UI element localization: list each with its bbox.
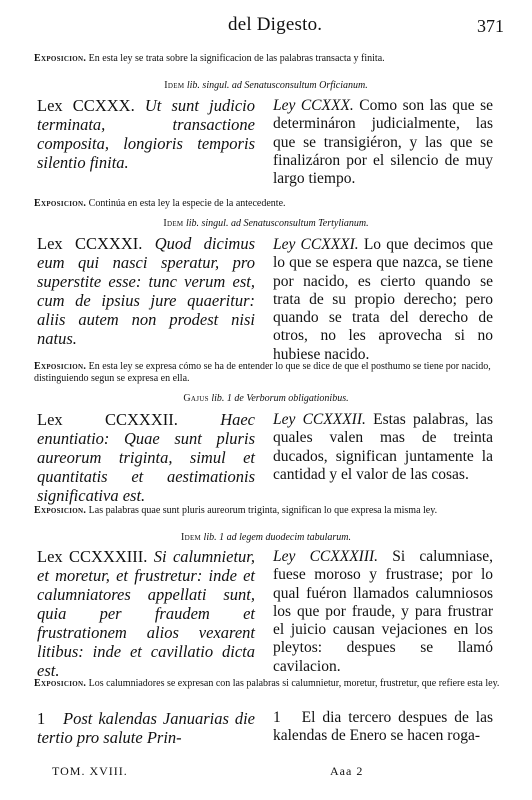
exposicion-note: Exposicion. Las palabras quae sunt pluris aureorum triginta, significan lo que expresa la misma ley. [34,505,438,516]
exposicion-note: Exposicion. Los calumniadores se expresan con las palabras si calumnietur, moretur, frustretur, que refiere esta ley. [34,678,500,689]
spanish-text: Ley CCXXXI. Lo que decimos que lo que se espera que nazca, se tiene por nacido, es cierto quando se trata de su propio derecho; pero quando se trata del derecho de otros, no les aprovecha si no hubiese nacido. [273,236,493,363]
source-reference: Idem lib. singul. ad Senatusconsultum Orficianum. [164,80,368,91]
page-footer [0,764,532,786]
source-reference: Gajus lib. 1 de Verborum obligationibus. [183,393,349,404]
exposicion-note: Exposicion. En esta ley se trata sobre la significacion de las palabras transacta y finita. [34,53,385,64]
page-number: 371 [477,16,504,36]
spanish-text: 1 El dia tercero despues de las kalendas de Enero se hacen roga- [273,709,494,745]
spanish-text: Ley CCXXXIII. Si calumniase, fuese moroso y frustrase; por lo qual fuéron llamados calumniosos los que por fraude, y para frustrar el juicio causan vejaciones en los pleytos: despues se llamó cavilacion. [273,548,494,675]
source-reference: Idem lib. 1 ad legem duodecim tabularum. [180,532,352,543]
spanish-text: Ley CCXXXII. Estas palabras, las quales valen mas de treinta ducados, significan juntamente la cantidad y el valor de las cosas. [273,411,493,483]
exposicion-note: Exposicion. En esta ley se expresa cómo se ha de entender lo que se dice de que el posthumo se tiene por nacido, distinguiendo segun se expresa en ella. [34,361,491,384]
source-reference: Idem lib. singul. ad Senatusconsultum Tertylianum. [163,218,369,229]
spanish-text: Ley CCXXX. Como son las que se determináron judicialmente, las que se transigiéron, y las que se finalizáron por el silencio de muy largo tiempo. [273,97,493,188]
latin-text: Lex CCXXXI. Quod dicimus eum qui nasci speratur, pro superstite esse: tunc verum est, cum de ipsius jure quaeritur: aliis autem non prodest nisi natus. [37,234,256,348]
signature-mark: Aaa 2 [330,764,364,778]
running-title: del Digesto. [228,14,323,35]
page-header [0,6,532,36]
latin-text: Lex CCXXXIII. Si calumnietur, et moretur, et frustretur: inde et calumniatores appellati sunt, quia per fraudem et frustrationem alios vexarent litibus: inde et cavillatio dicta est. [37,547,255,680]
latin-text: 1 Post kalendas Januarias die tertio pro salute Prin- [37,709,255,747]
latin-text: Lex CCXXX. Ut sunt judicio terminata, transactione composita, longioris temporis silentio finita. [37,96,255,172]
volume-label: TOM. XVIII. [52,764,128,778]
exposicion-note: Exposicion. Continúa en esta ley la especie de la antecedente. [34,198,286,209]
latin-text: Lex CCXXXII. Haec enuntiatio: Quae sunt pluris aureorum triginta, simul et quantitatis et aestimationis significativa est. [37,410,256,505]
